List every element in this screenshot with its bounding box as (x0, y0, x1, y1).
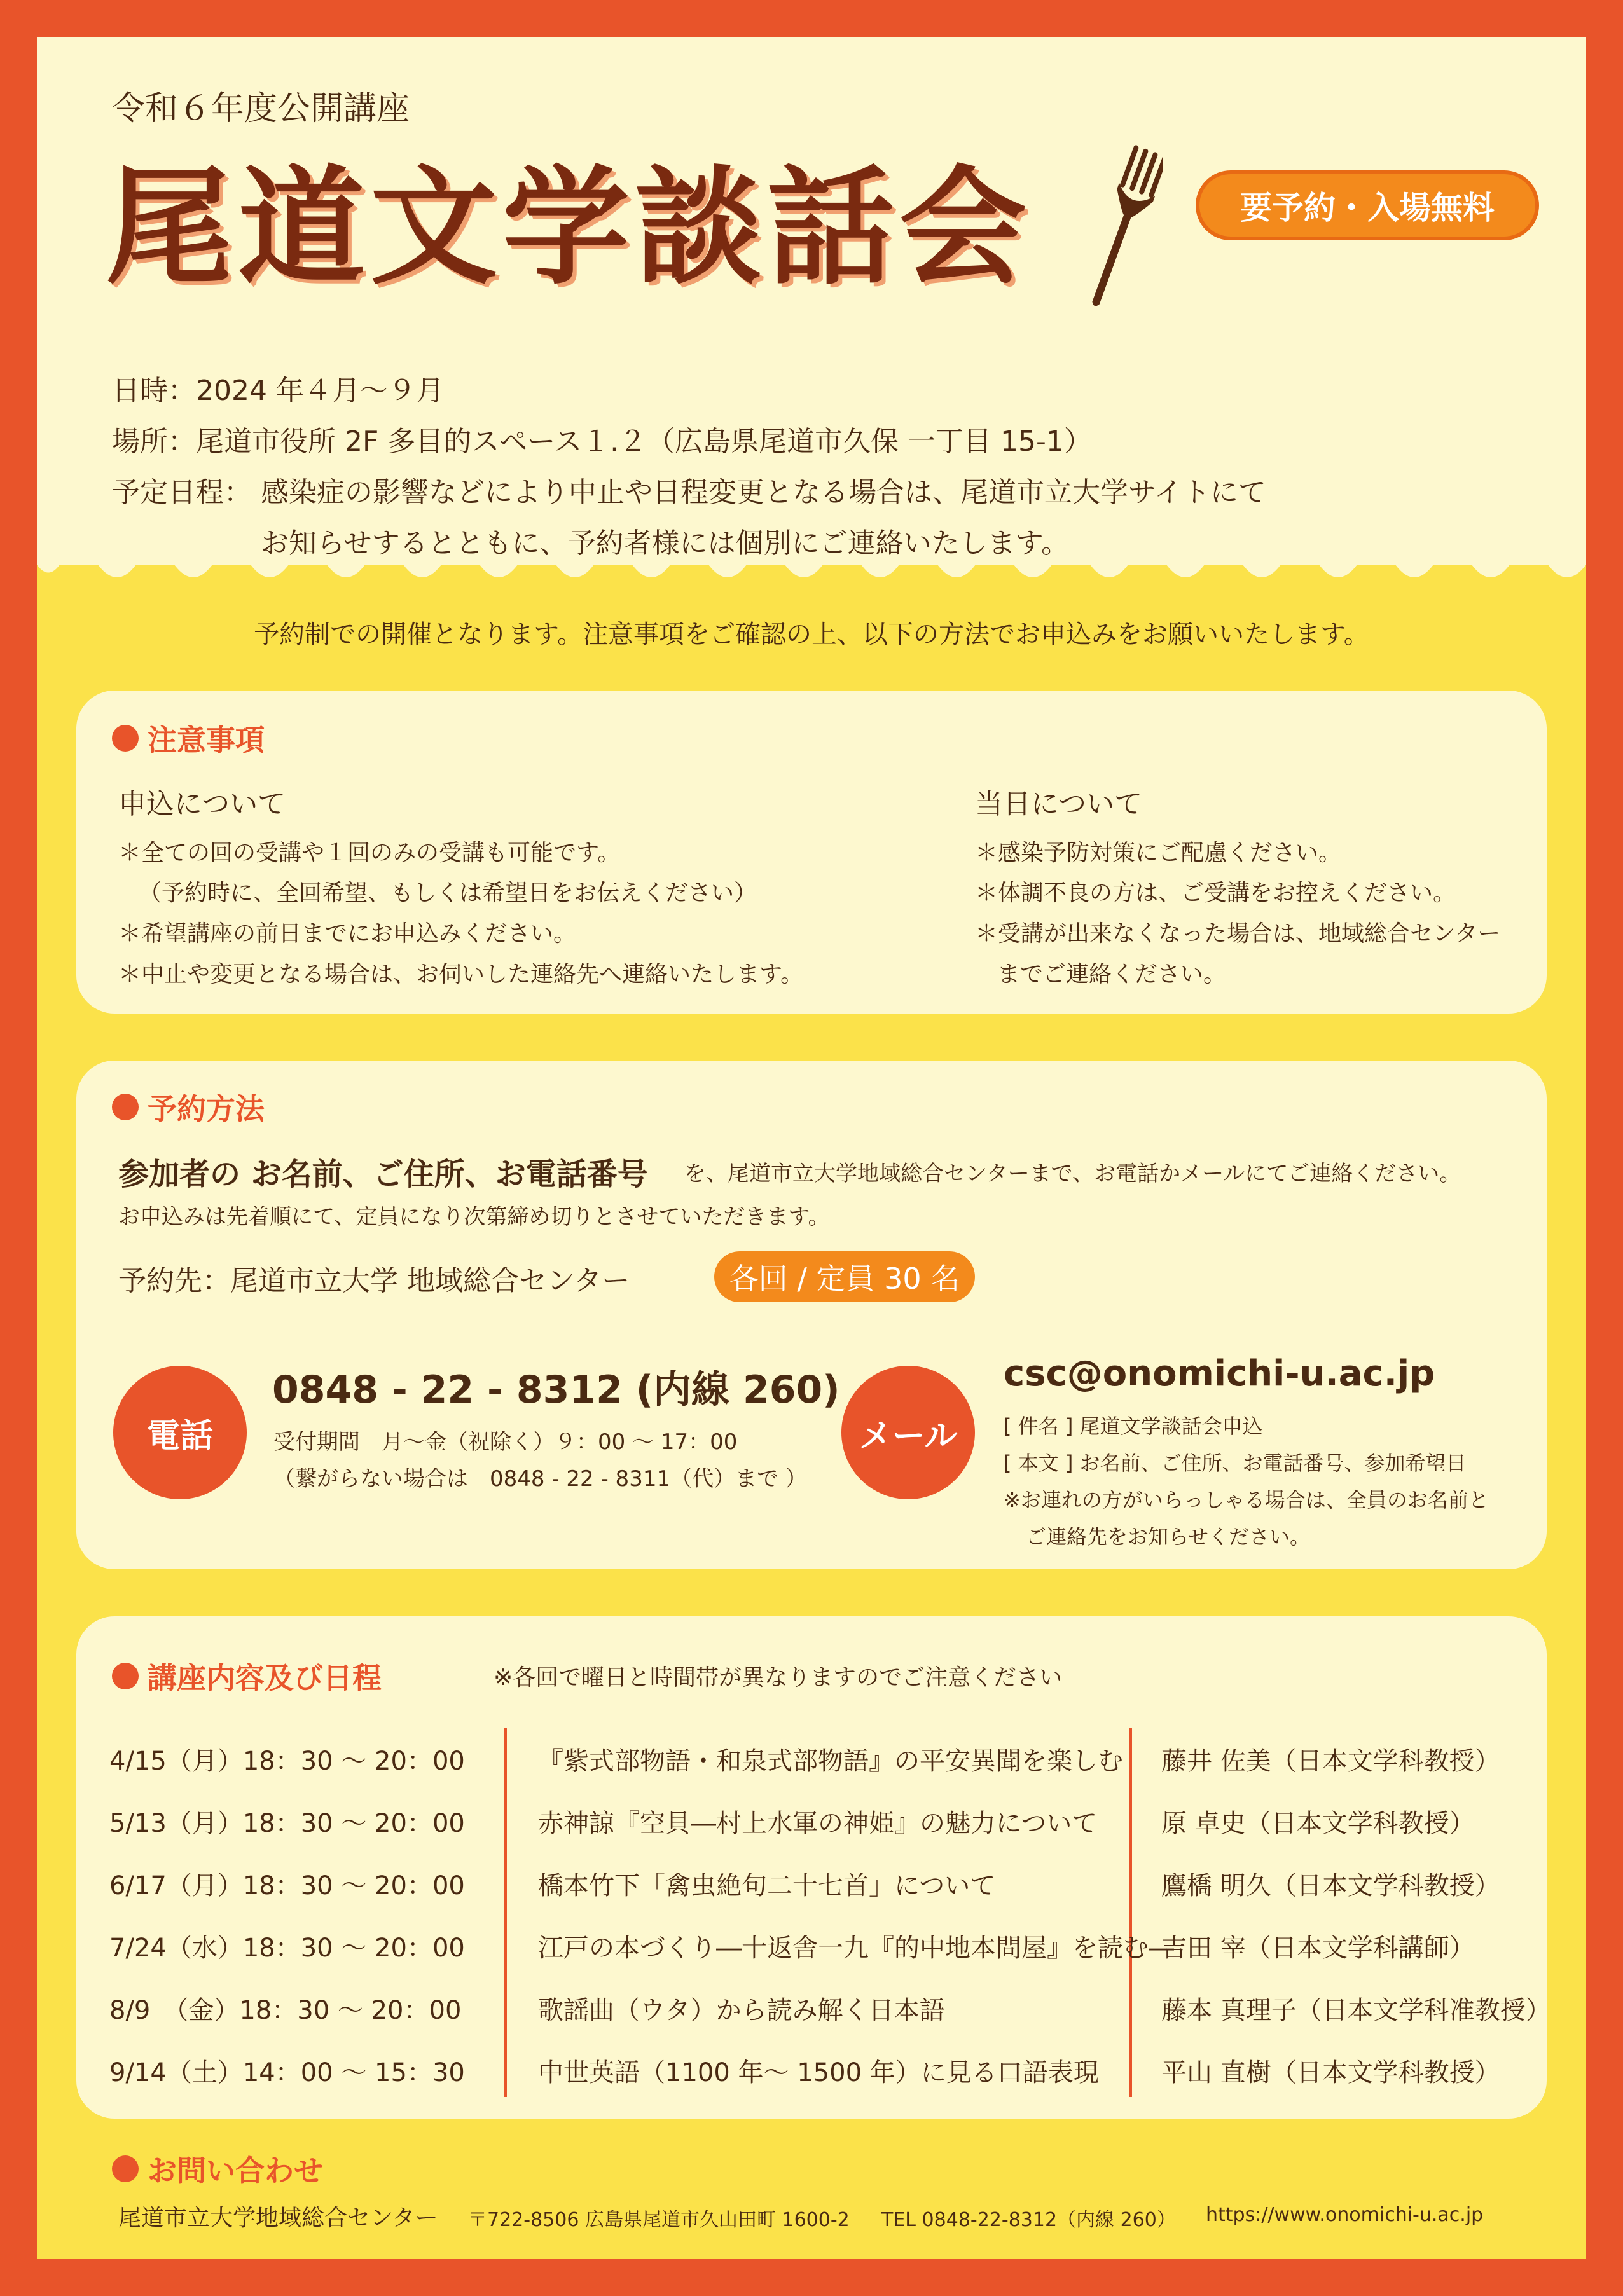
bullet-dot-icon (112, 1663, 139, 1689)
reserve-contact: 予約先：尾道市立大学 地域総合センター (118, 1265, 630, 1297)
column-divider (1129, 1728, 1132, 2097)
bullet-dot-icon (112, 725, 139, 752)
schedule-label: 予定日程： (112, 476, 252, 509)
mail-note: ご連絡先をお知らせください。 (1026, 1525, 1311, 1549)
lecture-speaker: 原 卓史（日本文学科教授） (1161, 1809, 1475, 1838)
contact-url[interactable]: https://www.onomichi-u.ac.jp (1206, 2204, 1484, 2226)
mail-body: [ 本文 ] お名前、ご住所、お電話番号、参加希望日 (1004, 1451, 1467, 1475)
reserve-lead-bold: 参加者の お名前、ご住所、お電話番号 (118, 1157, 648, 1192)
event-place: 場所：尾道市役所 2F 多目的スペース１.２（広島県尾道市久保 一丁目 15-1） (112, 425, 1092, 458)
lectures-title-text: 講座内容及び日程 (148, 1661, 382, 1695)
event-title: 尾道文学談話会 (106, 153, 1032, 302)
lecture-topic: 橋本竹下「禽虫絶句二十七首」について (538, 1871, 996, 1901)
poster-frame (37, 37, 1586, 2259)
lecture-date: 5/13（月）18：30 ～ 20：00 (109, 1809, 465, 1838)
lecture-speaker: 平山 直樹（日本文学科教授） (1161, 2058, 1500, 2087)
phone-number[interactable]: 0848 - 22 - 8312 (内線 260) (272, 1368, 840, 1412)
mail-note: ※お連れの方がいらっしゃる場合は、全員のお名前と (1004, 1488, 1489, 1512)
lecture-speaker: 藤井 佐美（日本文学科教授） (1161, 1747, 1500, 1776)
apply-item: ＊全ての回の受講や１回のみの受講も可能です。 (118, 840, 621, 866)
schedule-row (37, 1928, 1586, 1966)
notes-title (112, 717, 265, 759)
column-divider (504, 1728, 507, 2097)
lecture-date: 4/15（月）18：30 ～ 20：00 (109, 1747, 465, 1776)
day-item: ＊感染予防対策にご配慮ください。 (975, 840, 1342, 866)
contact-org: 尾道市立大学地域総合センター (118, 2205, 438, 2231)
intro-text: 予約制での開催となります。注意事項をご確認の上、以下の方法でお申込みをお願いいたします。 (254, 620, 1369, 649)
contact-address: 〒722-8506 広島県尾道市久山田町 1600-2 (468, 2209, 850, 2231)
lectures-caution: ※各回で曜日と時間帯が異なりますのでご注意ください (494, 1665, 1063, 1691)
bullet-dot-icon (112, 1094, 139, 1120)
reserve-title-text: 予約方法 (148, 1092, 265, 1126)
lecture-date: 7/24（水）18：30 ～ 20：00 (109, 1934, 465, 1963)
lecture-topic: 『紫式部物語・和泉式部物語』の平安異聞を楽しむ (538, 1747, 1123, 1776)
reserve-lead-rest: を、尾道市立大学地域総合センターまで、お電話かメールにてご連絡ください。 (684, 1161, 1461, 1186)
schedule-row (37, 1803, 1586, 1841)
lecture-date: 8/9 （金）18：30 ～ 20：00 (109, 1996, 462, 2025)
apply-heading: 申込について (118, 788, 286, 820)
contact-title (112, 2148, 323, 2190)
schedule-note-line2: お知らせするとともに、予約者様には個別にご連絡いたします。 (261, 527, 1070, 560)
lectures-title (112, 1655, 382, 1697)
phone-hours: 受付期間 月～金（祝除く）９：00 ～ 17：00 (273, 1429, 738, 1455)
lecture-speaker: 吉田 宰（日本文学科講師） (1161, 1934, 1475, 1963)
schedule-row (37, 2052, 1586, 2091)
lecture-topic: 江戸の本づくり―十返舎一九『的中地本問屋』を読む― (538, 1934, 1174, 1963)
contact-tel: TEL 0848-22-8312（内線 260） (881, 2209, 1176, 2231)
event-date: 日時：2024 年４月～９月 (112, 375, 444, 407)
schedule-row (37, 1866, 1586, 1904)
reservation-badge: 要予約・入場無料 (1196, 170, 1539, 240)
phone-circle: 電話 (113, 1366, 247, 1499)
schedule-row (37, 1990, 1586, 2028)
lecture-topic: 赤神諒『空貝―村上水軍の神姫』の魅力について (538, 1809, 1098, 1838)
apply-item: ＊希望講座の前日までにお申込みください。 (118, 921, 577, 947)
mail-circle: メール (841, 1366, 975, 1499)
lecture-topic: 中世英語（1100 年～ 1500 年）に見る口語表現 (538, 2058, 1099, 2087)
notes-title-text: 注意事項 (148, 723, 265, 757)
reserve-title (112, 1086, 265, 1128)
day-heading: 当日について (975, 788, 1143, 820)
schedule-note-line1: 感染症の影響などにより中止や日程変更となる場合は、尾道市立大学サイトにて (261, 476, 1266, 509)
lecture-date: 6/17（月）18：30 ～ 20：00 (109, 1871, 465, 1901)
reserve-note: お申込みは先着順にて、定員になり次第締め切りとさせていただきます。 (118, 1204, 830, 1230)
day-item: ＊受講が出来なくなった場合は、地域総合センター (975, 921, 1501, 947)
apply-item: ＊中止や変更となる場合は、お伺いした連絡先へ連絡いたします。 (118, 961, 804, 987)
lecture-speaker: 鷹橋 明久（日本文学科教授） (1161, 1871, 1500, 1901)
capacity-badge: 各回 / 定員 30 名 (714, 1251, 975, 1302)
schedule-row (37, 1741, 1586, 1779)
phone-alt: （繋がらない場合は 0848 - 22 - 8311（代）まで ） (273, 1466, 807, 1492)
event-subtitle: 令和６年度公開講座 (112, 90, 410, 128)
contact-title-text: お問い合わせ (148, 2154, 323, 2188)
fork-icon (1080, 139, 1163, 317)
mail-address[interactable]: csc@onomichi-u.ac.jp (1004, 1353, 1435, 1394)
lecture-topic: 歌謡曲（ウタ）から読み解く日本語 (538, 1996, 945, 2025)
mail-subject: [ 件名 ] 尾道文学談話会申込 (1004, 1414, 1263, 1438)
bullet-dot-icon (112, 2155, 139, 2182)
apply-item: （予約時に、全回希望、もしくは希望日をお伝えください） (139, 880, 757, 906)
day-item: ＊体調不良の方は、ご受講をお控えください。 (975, 880, 1456, 906)
day-item: までご連絡ください。 (997, 961, 1227, 987)
lecture-speaker: 藤本 真理子（日本文学科准教授） (1161, 1996, 1551, 2025)
lecture-date: 9/14（土）14：00 ～ 15：30 (109, 2058, 465, 2087)
